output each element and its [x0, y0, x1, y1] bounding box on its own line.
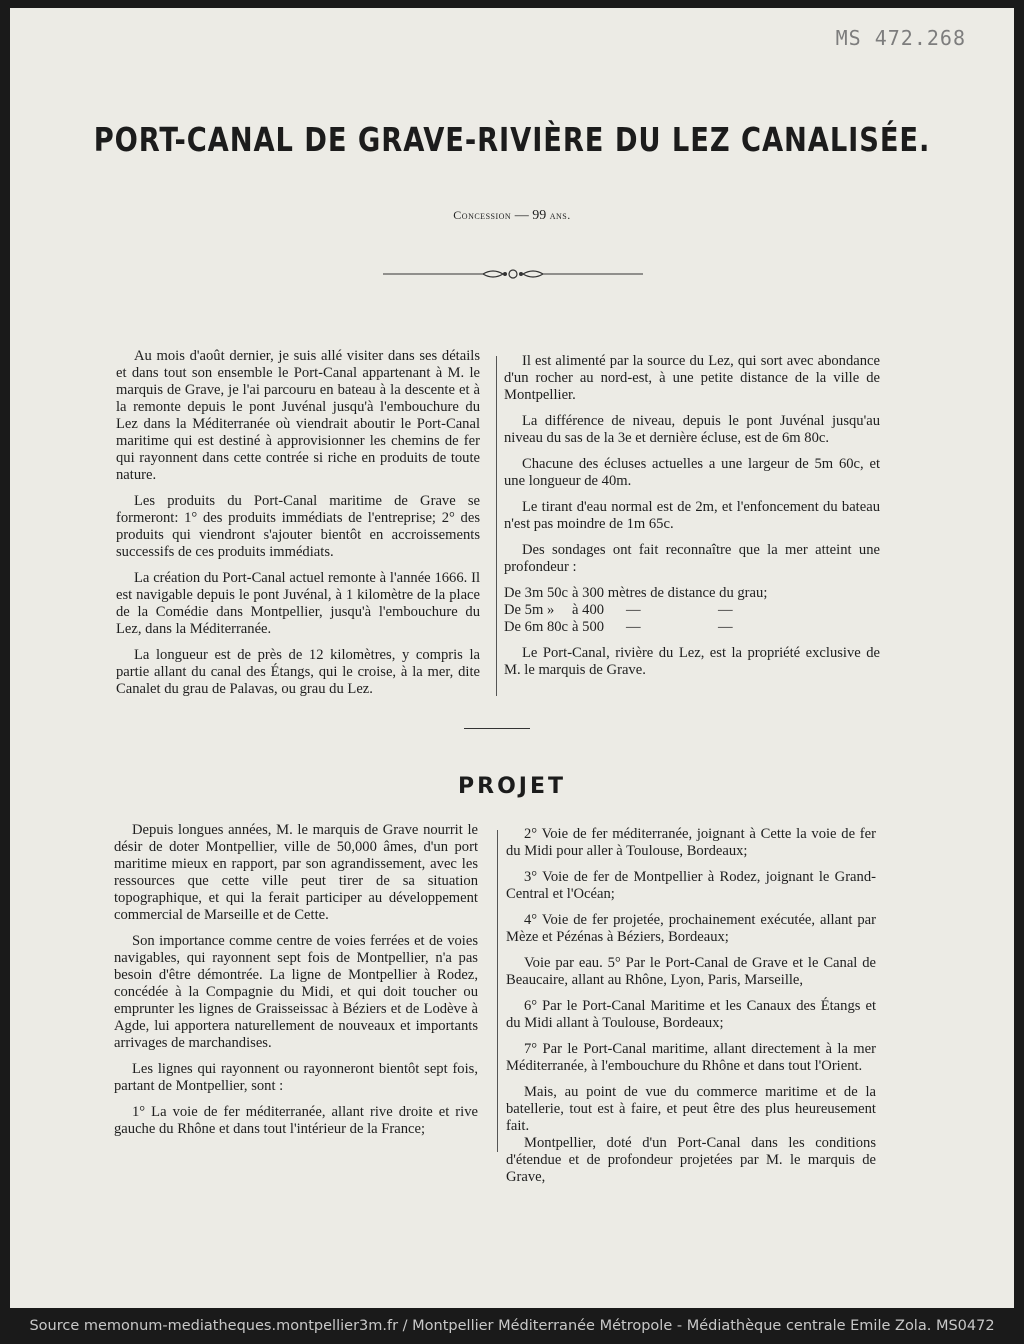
concession-suffix: ans. [549, 208, 571, 222]
paragraph: Les produits du Port-Canal maritime de Grave se formeront: 1° des produits immédiats de l'entreprise; 2° des produits qui viendront s'ajouter bientôt en accroissements successifs de ces produits immédiats. [116, 493, 480, 560]
table-cell: — [718, 619, 733, 635]
manuscript-reference: MS 472.268 [835, 26, 966, 50]
paragraph: Mais, au point de vue du commerce maritime et de la batellerie, tout est à faire, et peut être des plus heureusement fait. [506, 1084, 876, 1134]
paragraph: Des sondages ont fait reconnaître que la mer atteint une profondeur : [504, 542, 880, 575]
page-title: PORT-CANAL DE GRAVE-RIVIÈRE DU LEZ CANALISÉE. [93, 120, 931, 159]
paragraph: 1° La voie de fer méditerranée, allant rive droite et rive gauche du Rhône et dans tout l'intérieur de la France; [114, 1104, 478, 1137]
concession-duration: — 99 [514, 208, 547, 223]
paragraph: Il est alimenté par la source du Lez, qui sort avec abondance d'un rocher au nord-est, à une petite distance de la ville de Montpellier. [504, 353, 880, 403]
section-heading: PROJET [458, 774, 566, 799]
paragraph: 7° Par le Port-Canal maritime, allant directement à la mer Méditerranée, à l'embouchure du Rhône et dans tout l'Orient. [506, 1041, 876, 1074]
paragraph: La différence de niveau, depuis le pont Juvénal jusqu'au niveau du sas de la 3e et dernière écluse, est de 6m 80c. [504, 413, 880, 446]
table-cell: De 6m 80c [504, 619, 569, 635]
table-cell: — [626, 619, 641, 635]
paragraph: Le Port-Canal, rivière du Lez, est la propriété exclusive de M. le marquis de Grave. [504, 645, 880, 678]
paragraph: 2° Voie de fer méditerranée, joignant à Cette la voie de fer du Midi pour aller à Toulouse, Bordeaux; [506, 826, 876, 859]
paragraph: Montpellier, doté d'un Port-Canal dans les conditions d'étendue et de profondeur projetées par M. le marquis de Grave, [506, 1135, 876, 1185]
table-cell: à 300 mètres de distance du grau; [572, 585, 768, 601]
paragraph: Au mois d'août dernier, je suis allé visiter dans ses détails et dans tout son ensemble le Port-Canal appartenant à M. le marquis de Grave, je l'ai parcouru en bateau à la descente et à la remonte depuis le pont Juvénal jusqu'à l'embouchure du Lez dans la Méditerranée où viendrait aboutir le Port-Canal maritime qui est destiné à approvisionner les chemins de fer qui rayonnent dans cette contrée si riche en produits de toute nature. [116, 348, 480, 483]
table-cell: à 500 [572, 619, 605, 635]
table-row [504, 585, 771, 602]
column-divider [497, 830, 498, 1152]
soundings-table [504, 585, 771, 636]
table-row [504, 602, 771, 619]
concession-prefix: Concession [453, 208, 512, 222]
paragraph: 6° Par le Port-Canal Maritime et les Canaux des Étangs et du Midi allant à Toulouse, Bordeaux; [506, 998, 876, 1031]
table-row [504, 619, 771, 636]
paragraph: Chacune des écluses actuelles a une largeur de 5m 60c, et une longueur de 40m. [504, 456, 880, 489]
table-cell: à 400 [572, 602, 605, 618]
table-cell: De 3m 50c [504, 585, 569, 601]
paragraph: Les lignes qui rayonnent ou rayonneront bientôt sept fois, partant de Montpellier, sont : [114, 1061, 478, 1094]
projet-right-column [506, 826, 876, 1195]
projet-left-column [114, 822, 478, 1147]
intro-right-column [504, 353, 880, 688]
table-cell: — [718, 602, 733, 618]
section-divider [464, 728, 530, 729]
paragraph: 4° Voie de fer projetée, prochainement exécutée, allant par Mèze et Pézénas à Béziers, Bordeaux; [506, 912, 876, 945]
paragraph: La création du Port-Canal actuel remonte à l'année 1666. Il est navigable depuis le pont Juvénal, à 1 kilomètre de la place de la Comédie dans Montpellier, jusqu'à l'embouchure du Lez, dans la Méditerranée. [116, 570, 480, 637]
concession-line [10, 208, 1014, 224]
paragraph: 3° Voie de fer de Montpellier à Rodez, joignant le Grand-Central et l'Océan; [506, 869, 876, 902]
document-page [10, 8, 1014, 1308]
paragraph: Son importance comme centre de voies ferrées et de voies navigables, qui rayonnent sept fois de Montpellier, n'a pas besoin d'être démontrée. La ligne de Montpellier à Rodez, concédée à la Compagnie du Midi, et qui doit toucher ou emprunter les lignes de Graisseissac à Béziers et de Lodève à Agde, lui apportera naturellement de nouveaux et importants arrivages de marchandises. [114, 933, 478, 1051]
ornament-divider [383, 266, 643, 282]
table-cell: — [626, 602, 641, 618]
paragraph: La longueur est de près de 12 kilomètres, y compris la partie allant du canal des Étangs, qui le croise, à la mer, dite Canalet du grau de Palavas, ou grau du Lez. [116, 647, 480, 697]
column-divider [496, 356, 497, 696]
paragraph: Depuis longues années, M. le marquis de Grave nourrit le désir de doter Montpellier, ville de 50,000 âmes, d'un port maritime mieux en rapport, par son agrandissement, avec les ressources que cette ville peut tirer de sa situation topographique, et qui la ferait participer au développement commercial de Marseille et de Cette. [114, 822, 478, 923]
paragraph: Voie par eau. 5° Par le Port-Canal de Grave et le Canal de Beaucaire, allant au Rhône, Lyon, Paris, Marseille, [506, 955, 876, 988]
paragraph: Le tirant d'eau normal est de 2m, et l'enfoncement du bateau n'est pas moindre de 1m 65c. [504, 499, 880, 532]
source-footer: Source memonum-mediatheques.montpellier3m.fr / Montpellier Méditerranée Métropole - Médiathèque centrale Emile Zola. MS0472 [29, 1318, 995, 1334]
intro-left-column [116, 348, 480, 707]
table-cell: De 5m » [504, 602, 555, 618]
